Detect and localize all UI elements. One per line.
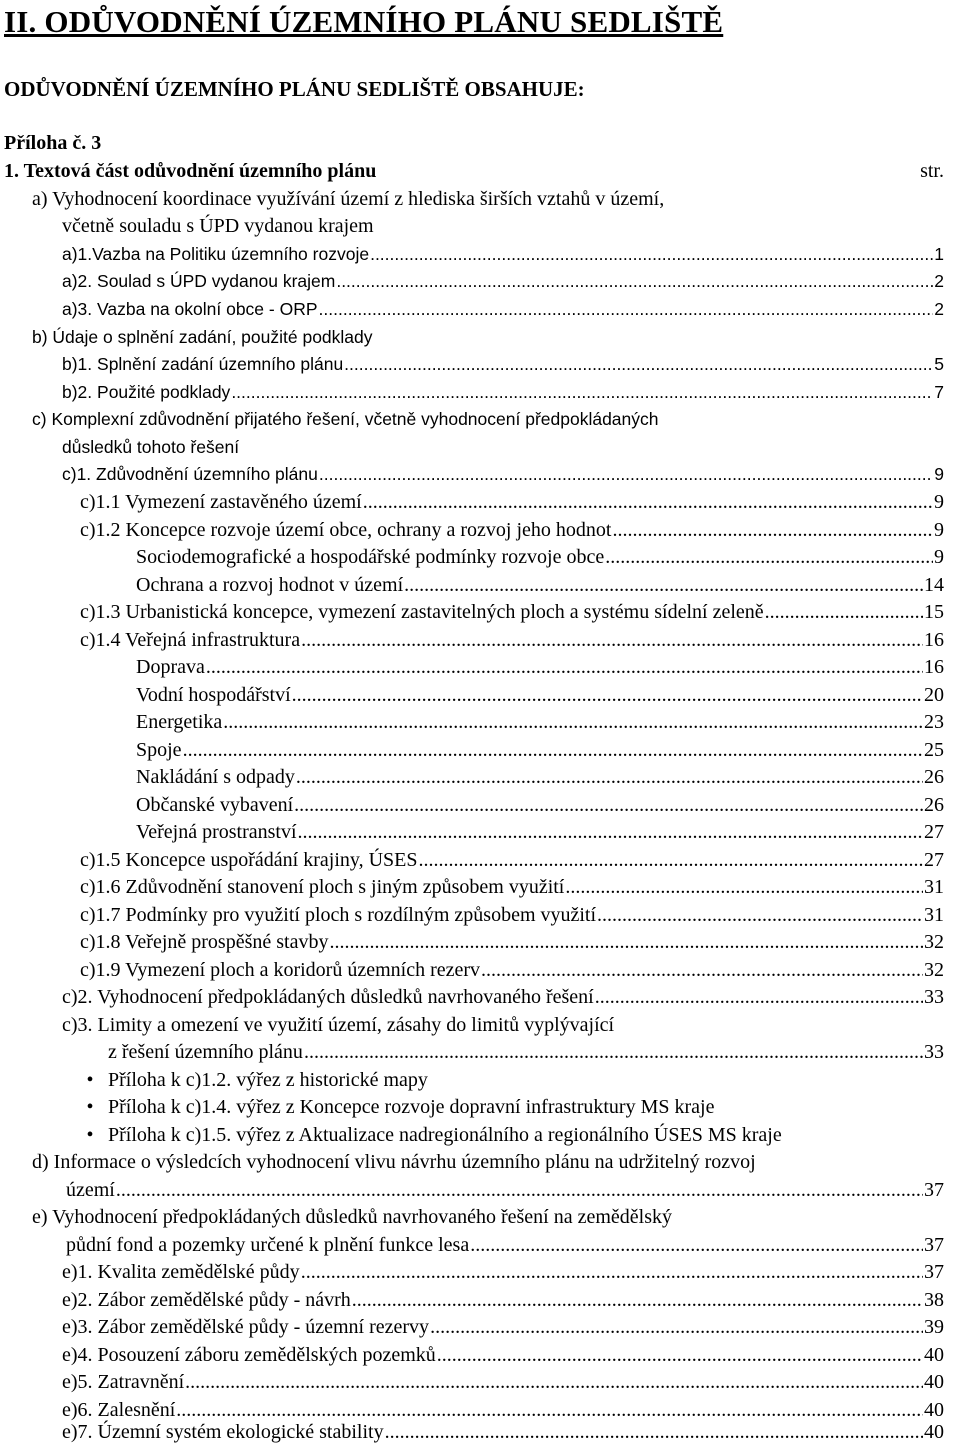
toc-entry-page: 1 bbox=[934, 244, 944, 264]
toc-entry-label: e)2. Zábor zemědělské půdy - návrh bbox=[62, 1289, 351, 1311]
toc-entry[interactable] bbox=[136, 792, 944, 819]
toc-entry-page: 27 bbox=[924, 821, 944, 843]
toc-entry[interactable] bbox=[80, 847, 944, 874]
toc-entry-page: 20 bbox=[924, 684, 944, 706]
toc-entry-page: 7 bbox=[934, 382, 944, 402]
toc-entry-page: 33 bbox=[924, 1041, 944, 1063]
toc-entry[interactable] bbox=[136, 819, 944, 846]
toc-heading-a: a) Vyhodnocení koordinace využívání území z hlediska širších vztahů v území, bbox=[32, 188, 665, 210]
toc-entry-label: c)1.4 Veřejná infrastruktura bbox=[80, 629, 301, 651]
toc-heading-c: c) Komplexní zdůvodnění přijatého řešení, včetně vyhodnocení předpokládaných bbox=[32, 409, 659, 429]
toc-entry-label: c)1.6 Zdůvodnění stanovení ploch s jiným způsobem využití bbox=[80, 876, 565, 898]
toc-entry-page: 15 bbox=[924, 601, 944, 623]
toc-entry[interactable] bbox=[62, 241, 944, 268]
toc-entry[interactable] bbox=[62, 461, 944, 488]
toc-entry[interactable] bbox=[80, 517, 944, 544]
toc-entry-page: 25 bbox=[924, 739, 944, 761]
bullet-icon: • bbox=[86, 1124, 94, 1146]
bullet-icon: • bbox=[86, 1069, 94, 1091]
toc-entry[interactable] bbox=[62, 379, 944, 406]
toc-entry-page: 31 bbox=[924, 876, 944, 898]
toc-entry-label: e)5. Zatravnění bbox=[62, 1371, 185, 1393]
toc-entry[interactable] bbox=[62, 268, 944, 295]
toc-entry-page: 37 bbox=[924, 1234, 944, 1256]
toc-entry[interactable] bbox=[80, 627, 944, 654]
attachment-bullet: Příloha k c)1.5. výřez z Aktualizace nadregionálního a regionálního ÚSES MS kraje bbox=[108, 1124, 782, 1146]
toc-entry-page: 32 bbox=[924, 931, 944, 953]
toc-entry[interactable] bbox=[136, 682, 944, 709]
toc-entry-page: 40 bbox=[924, 1421, 944, 1443]
toc-entry-label: a)3. Vazba na okolní obce - ORP bbox=[62, 299, 318, 319]
toc-entry-page: 32 bbox=[924, 959, 944, 981]
toc-entry-label: c)1.8 Veřejně prospěšné stavby bbox=[80, 931, 329, 953]
toc-entry[interactable] bbox=[136, 572, 944, 599]
toc-heading-c3: c)3. Limity a omezení ve využití území, zásahy do limitů vyplývající bbox=[62, 1014, 615, 1036]
section-1-title: 1. Textová část odůvodnění územního plánu bbox=[4, 160, 377, 182]
toc-entry-label: Energetika bbox=[136, 711, 223, 733]
toc-entry-page: 23 bbox=[924, 711, 944, 733]
toc-entry[interactable] bbox=[62, 1342, 944, 1369]
toc-entry-label: e)3. Zábor zemědělské půdy - územní rezervy bbox=[62, 1316, 430, 1338]
attachment-label: Příloha č. 3 bbox=[4, 132, 102, 154]
toc-entry-page: 37 bbox=[924, 1179, 944, 1201]
toc-entry-label: z řešení územního plánu bbox=[108, 1041, 303, 1063]
toc-entry-label: e)7. Územní systém ekologické stability bbox=[62, 1421, 384, 1443]
toc-entry-label: a)1.Vazba na Politiku územního rozvoje bbox=[62, 244, 370, 264]
attachment-bullet: Příloha k c)1.2. výřez z historické mapy bbox=[108, 1069, 428, 1091]
toc-heading-d: d) Informace o výsledcích vyhodnocení vlivu návrhu územního plánu na udržitelný rozvoj bbox=[32, 1151, 756, 1173]
toc-entry[interactable] bbox=[136, 764, 944, 791]
toc-entry-label: b)2. Použité podklady bbox=[62, 382, 231, 402]
toc-entry-page: 37 bbox=[924, 1261, 944, 1283]
toc-entry-label: c)2. Vyhodnocení předpokládaných důsledků navrhovaného řešení bbox=[62, 986, 594, 1008]
toc-entry-page: 26 bbox=[924, 794, 944, 816]
toc-entry-page: 14 bbox=[924, 574, 944, 596]
toc-entry[interactable] bbox=[66, 1177, 944, 1204]
toc-entry[interactable] bbox=[62, 296, 944, 323]
toc-entry[interactable] bbox=[136, 737, 944, 764]
toc-entry-label: Nakládání s odpady bbox=[136, 766, 295, 788]
toc-entry-label: e)4. Posouzení záboru zemědělských pozemků bbox=[62, 1344, 436, 1366]
toc-entry[interactable] bbox=[62, 1314, 944, 1341]
toc-entry-label: c)1.2 Koncepce rozvoje území obce, ochrany a rozvoj jeho hodnot bbox=[80, 519, 612, 541]
toc-entry-page: 40 bbox=[924, 1371, 944, 1393]
toc-entry-page: 33 bbox=[924, 986, 944, 1008]
toc-entry[interactable] bbox=[108, 1039, 944, 1066]
toc-entry[interactable] bbox=[62, 1369, 944, 1396]
toc-entry-page: 9 bbox=[934, 546, 944, 568]
toc-entry-label: c)1.7 Podmínky pro využití ploch s rozdílným způsobem využití bbox=[80, 904, 597, 926]
section-subheading: ODŮVODNĚNÍ ÚZEMNÍHO PLÁNU SEDLIŠTĚ OBSAHUJE: bbox=[4, 77, 585, 101]
toc-entry-page: 9 bbox=[934, 491, 944, 513]
toc-entry-page: 40 bbox=[924, 1399, 944, 1421]
toc-entry-page: 16 bbox=[924, 629, 944, 651]
toc-entry-label: půdní fond a pozemky určené k plnění funkce lesa bbox=[66, 1234, 470, 1256]
toc-entry-label: Občanské vybavení bbox=[136, 794, 294, 816]
toc-entry-page: 9 bbox=[934, 464, 944, 484]
toc-entry-label: c)1.5 Koncepce uspořádání krajiny, ÚSES bbox=[80, 849, 418, 871]
toc-entry-label: c)1.3 Urbanistická koncepce, vymezení zastavitelných ploch a systému sídelní zeleně bbox=[80, 601, 764, 623]
toc-entry-label: území bbox=[66, 1179, 115, 1201]
toc-entry[interactable] bbox=[62, 984, 944, 1011]
toc-entry-label: Spoje bbox=[136, 739, 182, 761]
toc-entry[interactable] bbox=[62, 1259, 944, 1286]
toc-entry[interactable] bbox=[80, 599, 944, 626]
toc-entry-page: 9 bbox=[934, 519, 944, 541]
toc-entry[interactable] bbox=[66, 1232, 944, 1259]
toc-entry-page: 38 bbox=[924, 1289, 944, 1311]
toc-heading-c-cont: důsledků tohoto řešení bbox=[62, 437, 240, 457]
bullet-icon: • bbox=[86, 1096, 94, 1118]
toc-entry-label: c)1. Zdůvodnění územního plánu bbox=[62, 464, 318, 484]
toc-entry-label: a)2. Soulad s ÚPD vydanou krajem bbox=[62, 271, 336, 291]
toc-entry-page: 26 bbox=[924, 766, 944, 788]
toc-entry[interactable] bbox=[62, 351, 944, 378]
toc-entry-label: Doprava bbox=[136, 656, 205, 678]
toc-entry[interactable] bbox=[62, 1419, 944, 1446]
toc-entry-label: c)1.1 Vymezení zastavěného území bbox=[80, 491, 362, 513]
toc-entry-label: Veřejná prostranství bbox=[136, 821, 297, 843]
toc-entry-label: Ochrana a rozvoj hodnot v území bbox=[136, 574, 404, 596]
toc-entry[interactable] bbox=[136, 544, 944, 571]
toc-entry-label: Sociodemografické a hospodářské podmínky rozvoje obce bbox=[136, 546, 605, 568]
toc-entry[interactable] bbox=[136, 654, 944, 681]
toc-entry-page: 2 bbox=[934, 299, 944, 319]
toc-entry[interactable] bbox=[80, 957, 944, 984]
page-title: II. ODŮVODNĚNÍ ÚZEMNÍHO PLÁNU SEDLIŠTĚ bbox=[4, 4, 724, 39]
toc-entry[interactable] bbox=[80, 929, 944, 956]
toc-entry-page: 5 bbox=[934, 354, 944, 374]
toc-entry[interactable] bbox=[80, 489, 944, 516]
page-column-label: str. bbox=[920, 160, 944, 182]
toc-heading-e: e) Vyhodnocení předpokládaných důsledků navrhovaného řešení na zemědělský bbox=[32, 1206, 672, 1228]
toc-entry[interactable] bbox=[80, 874, 944, 901]
toc-entry-page: 27 bbox=[924, 849, 944, 871]
attachment-bullet: Příloha k c)1.4. výřez z Koncepce rozvoje dopravní infrastruktury MS kraje bbox=[108, 1096, 715, 1118]
toc-entry[interactable] bbox=[80, 902, 944, 929]
toc-entry-label: e)1. Kvalita zemědělské půdy bbox=[62, 1261, 300, 1283]
toc-entry-label: Vodní hospodářství bbox=[136, 684, 291, 706]
toc-entry-page: 16 bbox=[924, 656, 944, 678]
toc-entry[interactable] bbox=[136, 709, 944, 736]
toc-heading-a-cont: včetně souladu s ÚPD vydanou krajem bbox=[62, 215, 374, 237]
toc-entry-page: 40 bbox=[924, 1344, 944, 1366]
toc-entry-label: b)1. Splnění zadání územního plánu bbox=[62, 354, 344, 374]
toc-heading-b: b) Údaje o splnění zadání, použité podklady bbox=[32, 327, 373, 347]
toc-entry-label: c)1.9 Vymezení ploch a koridorů územních rezerv bbox=[80, 959, 481, 981]
toc-entry[interactable] bbox=[62, 1287, 944, 1314]
toc-entry-page: 2 bbox=[934, 271, 944, 291]
toc-entry-page: 31 bbox=[924, 904, 944, 926]
toc-entry-label: e)6. Zalesnění bbox=[62, 1399, 176, 1421]
toc-entry-page: 39 bbox=[924, 1316, 944, 1338]
